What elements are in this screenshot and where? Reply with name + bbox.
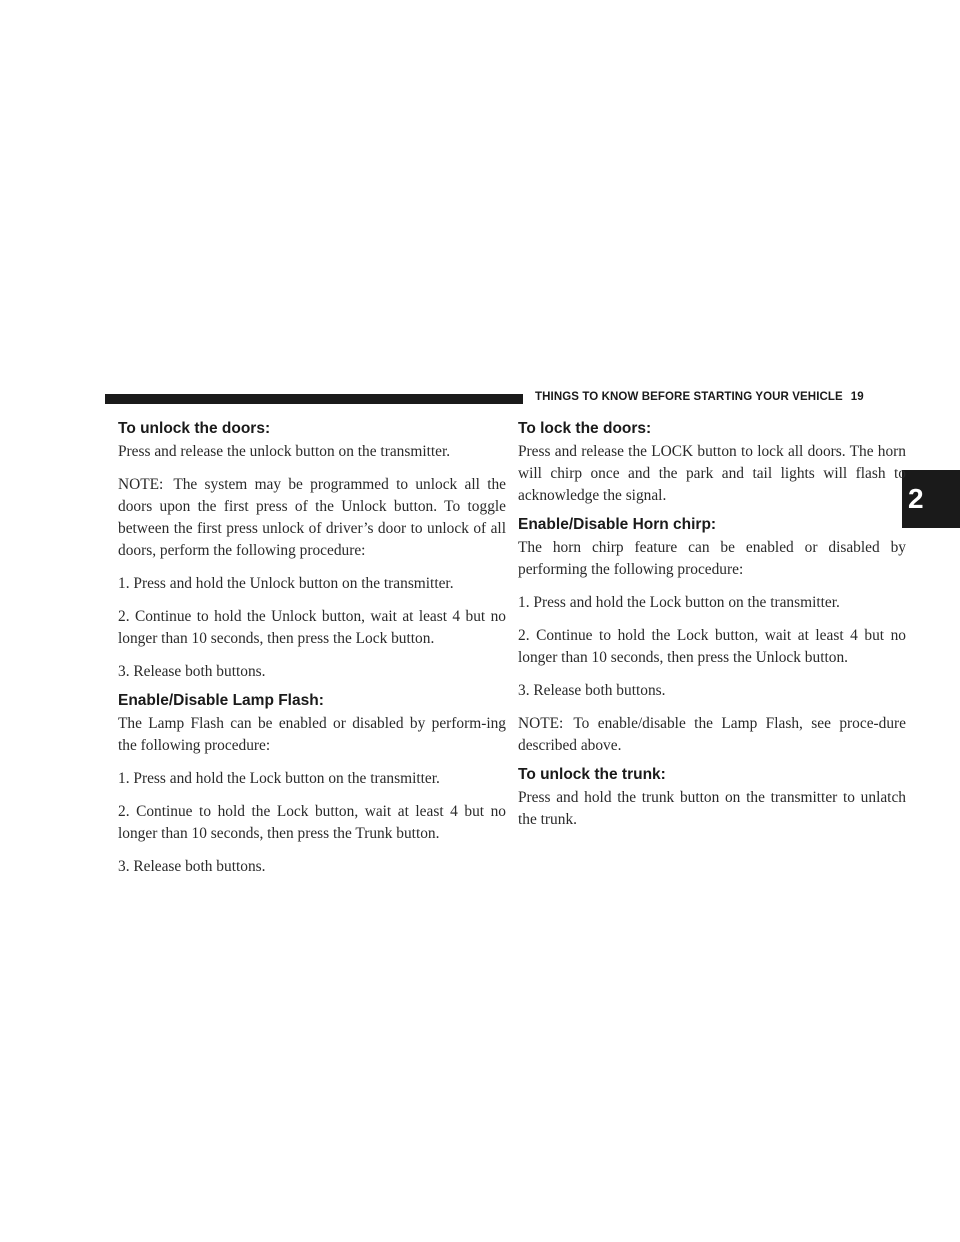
section-horn-chirp: [518, 516, 906, 757]
running-header: [535, 391, 905, 403]
header-rule: [105, 394, 523, 404]
paragraph: The horn chirp feature can be enabled or disabled by performing the following procedure:: [518, 539, 906, 578]
step-3: 3. Release both buttons.: [118, 858, 266, 875]
section-unlock-trunk: [518, 766, 906, 831]
left-column: [118, 420, 506, 889]
note-text: To enable/disable the Lamp Flash, see proce-dure described above.: [518, 715, 906, 754]
step-2: 2. Continue to hold the Unlock button, wait at least 4 but no longer than 10 seconds, then press the Lock button.: [118, 608, 506, 647]
step-2: 2. Continue to hold the Lock button, wait at least 4 but no longer than 10 seconds, then press the Trunk button.: [118, 803, 506, 842]
step-3: 3. Release both buttons.: [118, 663, 266, 680]
note-label: NOTE:: [518, 715, 564, 732]
step-1: 1. Press and hold the Unlock button on the transmitter.: [118, 575, 454, 592]
step-1: 1. Press and hold the Lock button on the transmitter.: [518, 594, 840, 611]
paragraph: Press and release the unlock button on the transmitter.: [118, 443, 451, 460]
note-text: The system may be programmed to unlock all the doors upon the first press of the Unlock button. To toggle between the first press unlock of driver’s door to unlock of all doors, perform the following procedure:: [118, 476, 506, 559]
note-label: NOTE:: [118, 476, 164, 493]
step-2: 2. Continue to hold the Lock button, wait at least 4 but no longer than 10 seconds, then press the Unlock button.: [518, 627, 906, 666]
step-1: 1. Press and hold the Lock button on the transmitter.: [118, 770, 440, 787]
section-heading: Enable/Disable Lamp Flash:: [118, 692, 324, 709]
step-3: 3. Release both buttons.: [518, 682, 666, 699]
note-paragraph: [518, 713, 906, 757]
section-lamp-flash: [118, 692, 506, 878]
section-unlock-doors: [118, 420, 506, 683]
section-heading: To lock the doors:: [518, 420, 652, 437]
chapter-tab: 2: [902, 470, 960, 528]
section-lock-doors: [518, 420, 906, 507]
paragraph: Press and hold the trunk button on the transmitter to unlatch the trunk.: [518, 789, 906, 828]
header-title: THINGS TO KNOW BEFORE STARTING YOUR VEHICLE: [535, 391, 843, 403]
note-paragraph: [118, 474, 506, 562]
section-heading: To unlock the trunk:: [518, 766, 666, 783]
paragraph: The Lamp Flash can be enabled or disabled by perform-ing the following procedure:: [118, 715, 506, 754]
paragraph: Press and release the LOCK button to lock all doors. The horn will chirp once and the park and tail lights will flash to acknowledge the signal.: [518, 443, 906, 504]
section-heading: Enable/Disable Horn chirp:: [518, 516, 717, 533]
right-column: [518, 420, 906, 842]
page-number: 19: [850, 391, 864, 403]
section-heading: To unlock the doors:: [118, 420, 271, 437]
